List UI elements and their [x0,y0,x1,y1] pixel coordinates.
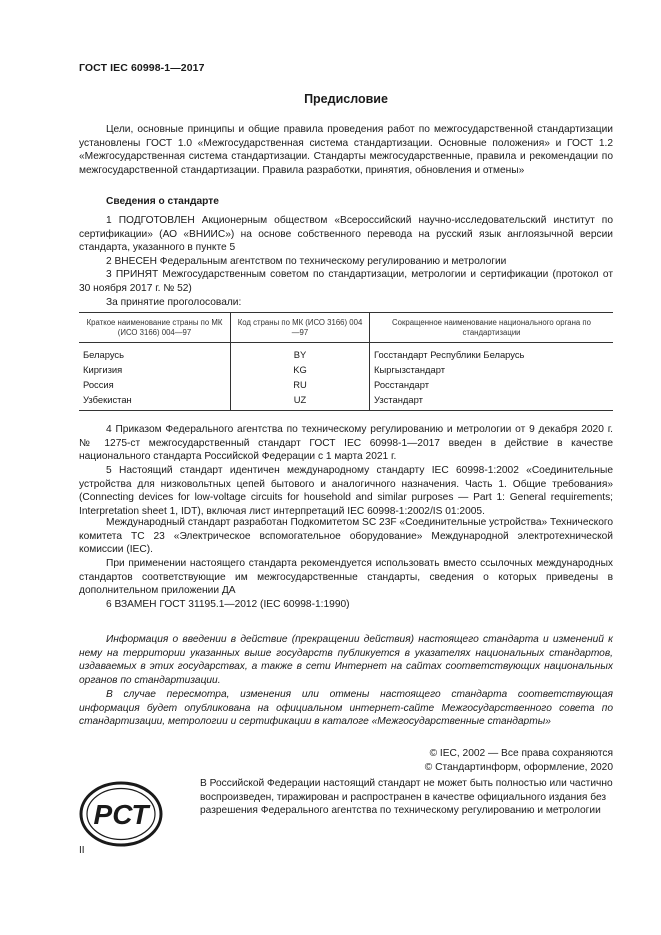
country-code: UZ [231,392,370,411]
paragraph-4: 4 Приказом Федерального агентства по техническому регулированию и метрологии от 9 декабря 2020 г. № 1275-ст межгосударственный стандарт ГОСТ IEC 60998-1—2017 введен в действие в качестве национального стандарта Российской Федерации с 1 марта 2021 г. [79,424,613,463]
intro-paragraph: Цели, основные принципы и общие правила проведения работ по межгосударственной стандартизации установлены ГОСТ 1.0 «Межгосударственная система стандартизации. Основные положения» и ГОСТ 1.2 «Межгосударственная система стандартизации. Стандарты межгосударственные, правила и рекомендации по межгосударственной стандартизации. Правила разработки, принятия, обновления и отмены» [79,124,613,177]
logo-lettering: РСТ [93,799,149,830]
section-title: Сведения о стандарте [106,196,219,207]
copyright-standartinform: © Стандартинформ, оформление, 2020 [424,762,613,773]
table-row [79,392,613,411]
rst-logo [79,781,163,847]
info-publication: Информация о введении в действие (прекращении действия) настоящего стандарта и изменений к нему на территории указанных выше государств публикуется в указателях национальных стандартов, издаваемых в этих государствах, а также в сети Интернет на сайтах соответствующих национальных органов по стандартизации. [79,634,613,687]
standards-body: Узстандарт [370,392,614,411]
voted-label: За принятие проголосовали: [106,297,242,308]
country-name: Киргизия [83,364,123,375]
paragraph-1: 1 ПОДГОТОВЛЕН Акционерным обществом «Всероссийский научно-исследовательский институт по сертификации» (АО «ВНИИС») на основе собственного перевода на русский язык англоязычной версии стандарта, указанного в пункте 5 [79,215,613,254]
country-code: RU [231,377,370,392]
page-number: II [79,845,85,856]
paragraph-5: 5 Настоящий стандарт идентичен международному стандарту IEC 60998-1:2002 «Соединительные устройства для низковольтных цепей бытового и аналогичного назначения. Часть 1. Общие требования» (Connecting devices for low-voltage circuits for household and similar purposes — Part 1: General requirements; Interpretation sheet 1, IDT), включая лист интерпретаций IEC 60998-1:2002/IS 01:2005. [79,465,613,518]
standards-body: Кыргызстандарт [370,362,614,377]
info-revision: В случае пересмотра, изменения или отмены настоящего стандарта соответствующая информация будет опубликована на официальном интернет-сайте Межгосударственного совета по стандартизации, метрологии и сертификации в каталоге «Межгосударственные стандарты» [79,689,613,728]
copyright-iec: © IEC, 2002 — Все права сохраняются [429,748,613,759]
standards-body: Росстандарт [370,377,614,392]
table-header-row [79,313,613,343]
paragraph-6: 6 ВЗАМЕН ГОСТ 31195.1—2012 (IEC 60998-1:1990) [106,599,350,610]
standards-body: Госстандарт Республики Беларусь [370,343,614,363]
table-header-code: Код страны по МК (ИСО 3166) 004—97 [231,313,370,343]
rst-logo-icon [79,781,163,847]
paragraph-5-committee: Международный стандарт разработан Подкомитетом SC 23F «Соединительные устройства» Технического комитета ТС 23 «Электрическое вспомогательное оборудование» Международной электротехнической комиссии (IEC). [79,517,614,556]
country-name: Узбекистан [79,392,231,411]
table-row [79,343,613,363]
reproduction-notice: В Российской Федерации настоящий стандарт не может быть полностью или частично воспроизведен, тиражирован и распространен в качестве официального издания без разрешения Федерального агентства по техническому регулированию и метрологии [200,778,613,817]
table-header-country: Краткое наименование страны по МК (ИСО 3166) 004—97 [79,313,231,343]
paragraph-3: 3 ПРИНЯТ Межгосударственным советом по стандартизации, метрологии и сертификации (протокол от 30 ноября 2017 г. № 52) [79,269,613,294]
table-row [79,377,613,392]
country-code: BY [231,343,370,363]
country-code: KG [231,362,370,377]
document-code: ГОСТ IEC 60998-1—2017 [79,62,205,74]
voting-table [79,312,613,411]
paragraph-2: 2 ВНЕСЕН Федеральным агентством по техническому регулированию и метрологии [106,256,507,267]
page-title: Предисловие [304,92,388,106]
country-name: Беларусь [83,349,125,360]
paragraph-5-references: При применении настоящего стандарта рекомендуется использовать вместо ссылочных международных стандартов соответствующие им межгосударственные стандарты, сведения о которых приведены в дополнительном приложении ДА [79,558,613,597]
table-header-body: Сокращенное наименование национального органа по стандартизации [370,313,614,343]
table-row [79,362,613,377]
country-name: Россия [83,379,114,390]
